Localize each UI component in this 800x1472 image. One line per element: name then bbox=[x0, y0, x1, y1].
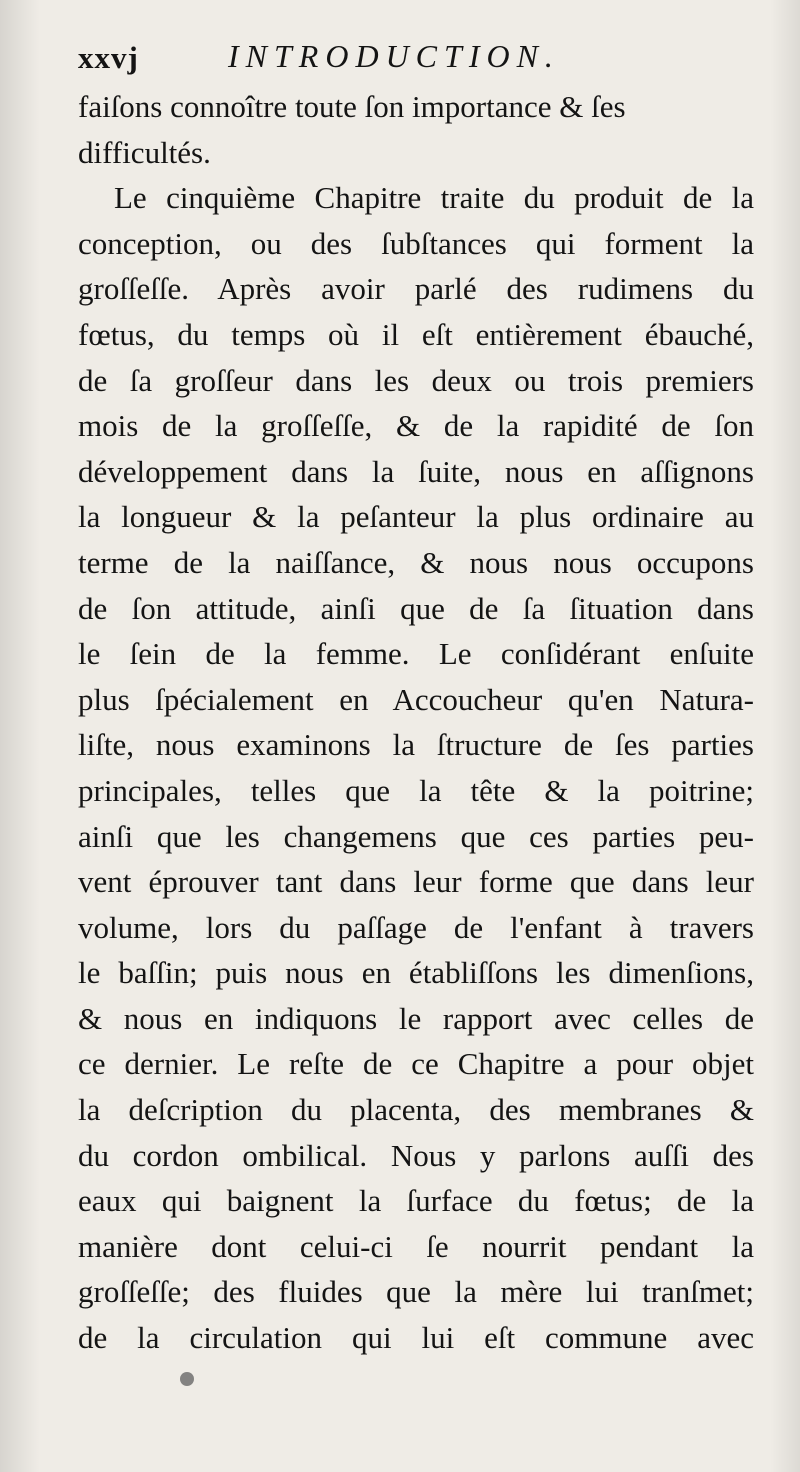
page-header bbox=[78, 36, 758, 86]
text-line: fœtus, du temps où il eſt entièrement ébauché, bbox=[78, 316, 754, 352]
text-line: vent éprouver tant dans leur forme que dans leur bbox=[78, 864, 754, 900]
text-line: plus ſpécialement en Accoucheur qu'en Natura- bbox=[78, 681, 754, 717]
text-line: liſte, nous examinons la ſtructure de ſes parties bbox=[78, 727, 754, 763]
body-text bbox=[78, 84, 754, 1361]
text-line: & nous en indiquons le rapport avec celles de bbox=[78, 1000, 754, 1036]
text-line: la longueur & la peſanteur la plus ordinaire au bbox=[78, 499, 754, 535]
ink-blot bbox=[180, 1372, 194, 1386]
text-line: le baſſin; puis nous en établiſſons les dimenſions, bbox=[78, 955, 754, 991]
text-line: groſſeſſe; des fluides que la mère lui tranſmet; bbox=[78, 1274, 754, 1310]
text-line: de la circulation qui lui eſt commune avec bbox=[78, 1320, 754, 1356]
text-line: du cordon ombilical. Nous y parlons auſſi des bbox=[78, 1137, 754, 1173]
text-line: groſſeſſe. Après avoir parlé des rudimens du bbox=[78, 271, 754, 307]
running-head: INTRODUCTION. bbox=[228, 38, 560, 74]
text-line: principales, telles que la tête & la poitrine; bbox=[78, 772, 754, 808]
text-line: terme de la naiſſance, & nous nous occupons bbox=[78, 544, 754, 580]
text-line: ce dernier. Le reſte de ce Chapitre a pour objet bbox=[78, 1046, 754, 1082]
text-line: volume, lors du paſſage de l'enfant à travers bbox=[78, 909, 754, 945]
text-line: difficultés. bbox=[78, 134, 211, 170]
text-line: ainſi que les changemens que ces parties peu- bbox=[78, 818, 754, 854]
text-line: manière dont celui-ci ſe nourrit pendant la bbox=[78, 1228, 754, 1264]
text-line: eaux qui baignent la ſurface du fœtus; de la bbox=[78, 1183, 754, 1219]
text-line: le ſein de la femme. Le conſidérant enſuite bbox=[78, 636, 754, 672]
text-line: de ſon attitude, ainſi que de ſa ſituation dans bbox=[78, 590, 754, 626]
text-line: Le cinquième Chapitre traite du produit de la bbox=[114, 180, 754, 216]
text-line: conception, ou des ſubſtances qui forment la bbox=[78, 225, 754, 261]
page-number: xxvj bbox=[78, 40, 139, 75]
text-line: mois de la groſſeſſe, & de la rapidité de ſon bbox=[78, 408, 754, 444]
text-line: développement dans la ſuite, nous en aſſignons bbox=[78, 453, 754, 489]
text-line: faiſons connoître toute ſon importance & ſes bbox=[78, 89, 626, 124]
text-line: la deſcription du placenta, des membranes & bbox=[78, 1092, 754, 1128]
text-line: de ſa groſſeur dans les deux ou trois premiers bbox=[78, 362, 754, 398]
